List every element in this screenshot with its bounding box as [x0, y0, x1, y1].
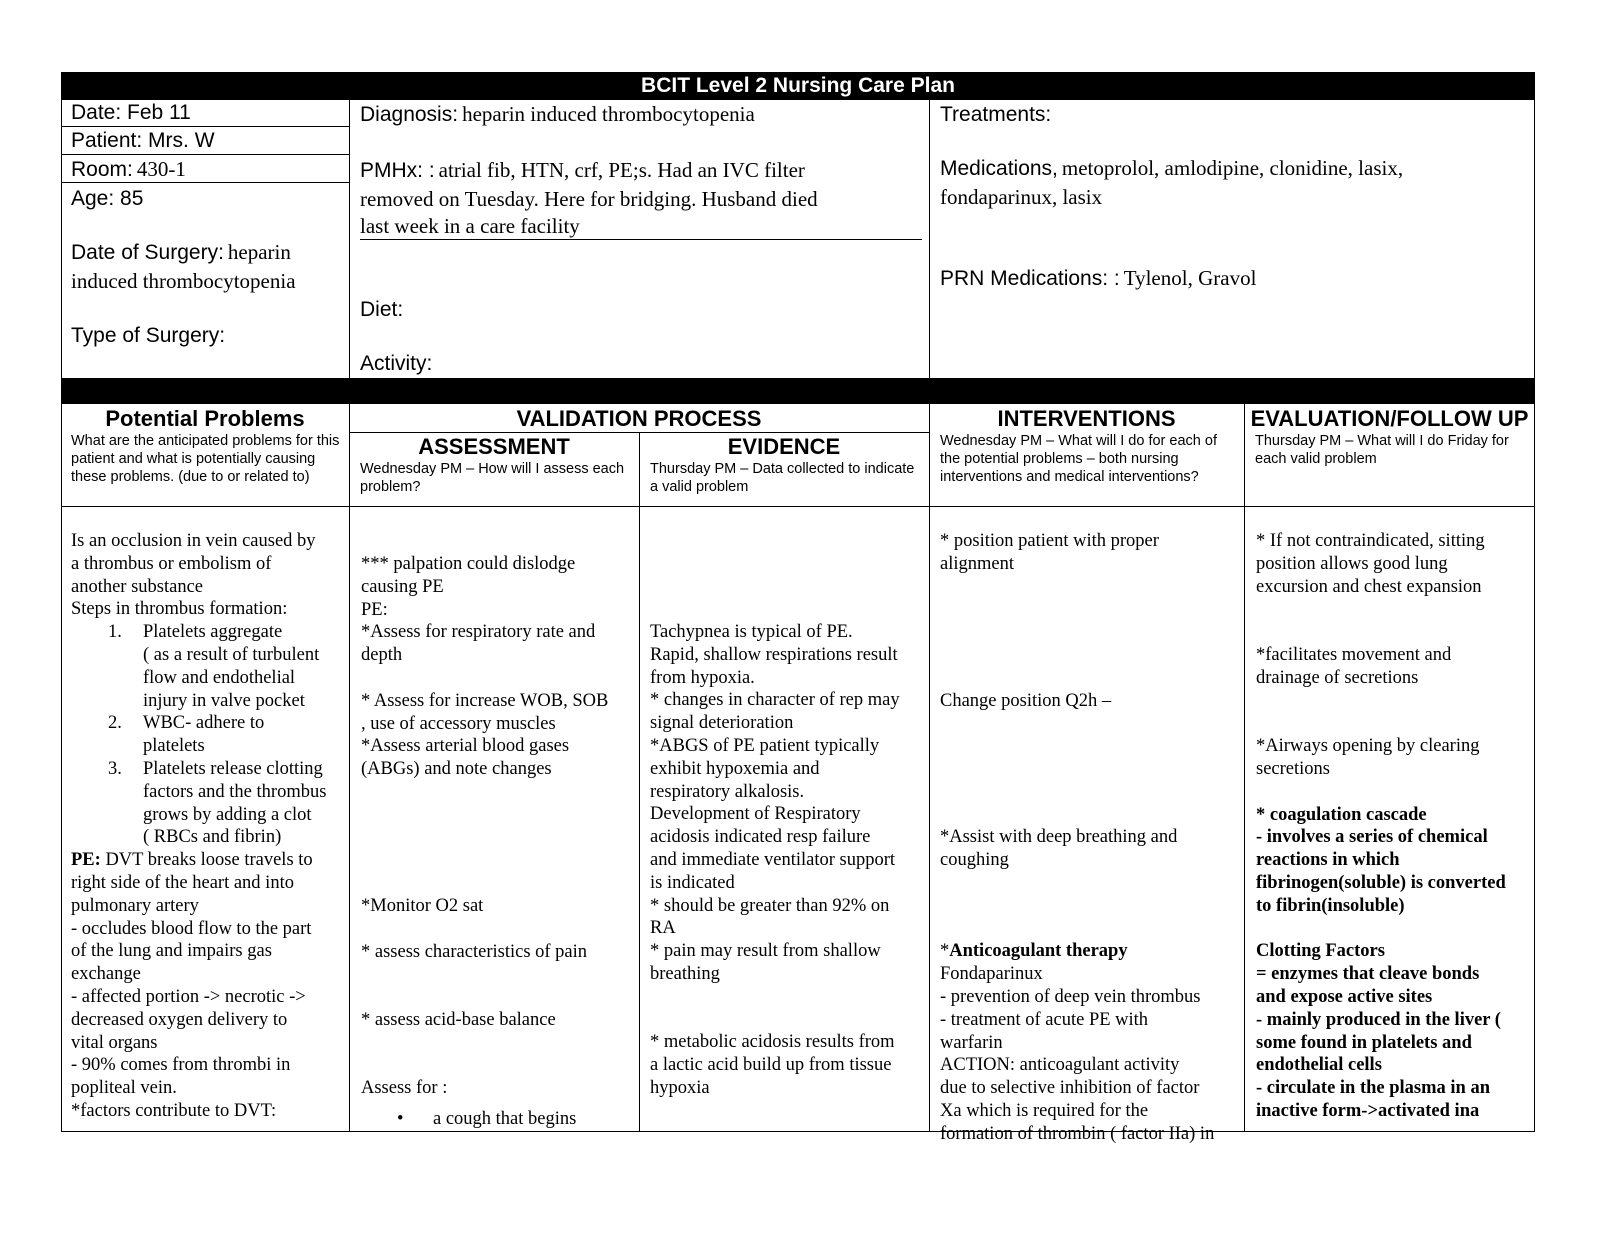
intervention-line: [940, 712, 1242, 735]
evidence-line: Tachypnea is typical of PE.: [650, 622, 853, 642]
evidence-line: * pain may result from shallow: [650, 941, 881, 962]
intervention-line: [940, 667, 1242, 690]
bullet-icon: •: [397, 1109, 404, 1130]
divider: [1244, 403, 1245, 1132]
assessment-line: *Assess arterial blood gases: [361, 736, 570, 757]
evaluation-line: position allows good lung: [1256, 553, 1448, 574]
diet-label: Diet:: [360, 298, 404, 321]
evaluation-line-bold: Clotting Factors: [1256, 941, 1385, 962]
medications-line-1: metoprolol, amlodipine, clonidine, lasix,: [1061, 156, 1404, 180]
assessment-line: causing PE: [361, 576, 444, 597]
evaluation-line: * If not contraindicated, sitting: [1256, 531, 1485, 551]
intervention-line: ACTION: anticoagulant activity: [940, 1055, 1180, 1076]
evaluation-line-bold: - circulate in the plasma in an: [1256, 1078, 1490, 1099]
step-line: platelets: [143, 736, 205, 757]
evaluation-line-bold: [1256, 918, 1533, 941]
pmhx-line-3: last week in a care facility: [360, 214, 580, 238]
assessment-line: [361, 849, 636, 872]
evaluation-line-bold: * coagulation cascade: [1256, 804, 1427, 825]
intervention-line: [940, 644, 1242, 667]
evaluation-line-bold: some found in platelets and: [1256, 1032, 1472, 1053]
evaluation-line: excursion and chest expansion: [1256, 576, 1482, 597]
patient-label: Patient: Mrs. W: [71, 129, 215, 152]
intervention-line: Change position Q2h –: [940, 690, 1112, 711]
intervention-line: warfarin: [940, 1032, 1003, 1053]
intervention-line: [940, 735, 1242, 758]
divider: [929, 403, 930, 1132]
pmhx-underline: [360, 239, 922, 240]
intervention-line: due to selective inhibition of factor: [940, 1078, 1200, 1099]
step-number: 2.: [108, 713, 122, 734]
surgery-date-label: Date of Surgery:: [71, 241, 224, 264]
prn-medications-label: PRN Medications: :: [940, 267, 1120, 290]
problem-line: decreased oxygen delivery to: [71, 1009, 288, 1030]
evidence-line: RA: [650, 918, 676, 939]
intervention-line: [940, 758, 1242, 781]
patient-cell: [61, 127, 349, 155]
bullet-text: a cough that begins: [433, 1109, 577, 1130]
evidence-column: [650, 621, 926, 1100]
assessment-header: [349, 433, 639, 496]
pmhx-label: PMHx: :: [360, 159, 435, 182]
evaluation-line: [1256, 781, 1533, 804]
room-value: 430-1: [136, 157, 186, 181]
assessment-line: * assess characteristics of pain: [361, 941, 588, 962]
evidence-line: and immediate ventilator support: [650, 849, 896, 870]
pmhx-line-2: removed on Tuesday. Here for bridging. Husband died: [360, 187, 818, 211]
thrombus-step: [71, 712, 346, 758]
problem-line: vital organs: [71, 1032, 158, 1053]
problem-line: popliteal vein.: [71, 1078, 177, 1099]
problem-line: a thrombus or embolism of: [71, 553, 272, 574]
evaluation-desc: Thursday PM – What will I do Friday for each valid problem: [1255, 433, 1509, 467]
assessment-column: [361, 553, 636, 1131]
evaluation-line-bold: - mainly produced in the liver (: [1256, 1009, 1501, 1030]
intervention-line: - prevention of deep vein thrombus: [940, 986, 1201, 1007]
evidence-line: respiratory alkalosis.: [650, 781, 805, 802]
evaluation-line: *facilitates movement and: [1256, 644, 1452, 665]
divider: [349, 99, 350, 380]
evidence-line: from hypoxia.: [650, 667, 755, 688]
intervention-line: alignment: [940, 553, 1014, 574]
evaluation-line-bold: endothelial cells: [1256, 1055, 1382, 1076]
evidence-line: [650, 1009, 926, 1032]
problem-line: Steps in thrombus formation:: [71, 599, 288, 620]
step-line: grows by adding a clot: [143, 804, 312, 825]
interventions-desc: Wednesday PM – What will I do for each of the potential problems – both nursing interventions and medical interventions?: [940, 433, 1217, 485]
evaluation-line-bold: fibrinogen(soluble) is converted: [1256, 872, 1506, 893]
age-label: Age: 85: [71, 187, 144, 210]
assessment-line: [361, 1055, 636, 1078]
evidence-line: * changes in character of rep may: [650, 690, 900, 711]
assessment-line: , use of accessory muscles: [361, 713, 556, 734]
intervention-line: *Assist with deep breathing and: [940, 827, 1178, 848]
diagnosis-value: heparin induced thrombocytopenia: [462, 102, 755, 126]
anticoagulant-label: Anticoagulant therapy: [949, 941, 1128, 962]
thrombus-step: [71, 621, 346, 712]
assessment-line: *Monitor O2 sat: [361, 895, 484, 916]
evidence-line: acidosis indicated resp failure: [650, 827, 871, 848]
evidence-line: breathing: [650, 963, 720, 984]
pe-line: [71, 849, 346, 872]
problems-column: [71, 530, 346, 1123]
assessment-line: (ABGs) and note changes: [361, 759, 552, 780]
assessment-line: [361, 781, 636, 804]
interventions-header: [929, 406, 1244, 486]
evidence-line: * metabolic acidosis results from: [650, 1032, 895, 1053]
care-plan-page: [61, 72, 1535, 1144]
evidence-line: Rapid, shallow respirations result: [650, 644, 898, 665]
treatments-label: Treatments:: [940, 103, 1052, 126]
assessment-line: Assess for :: [361, 1078, 448, 1099]
assessment-line: [361, 804, 636, 827]
evidence-title: EVIDENCE: [727, 434, 841, 459]
intervention-line: Xa which is required for the: [940, 1100, 1149, 1121]
evidence-desc: Thursday PM – Data collected to indicate a valid problem: [650, 461, 915, 495]
step-number: 1.: [108, 622, 122, 643]
interventions-column: [940, 530, 1242, 1146]
date-cell: [61, 99, 349, 127]
anticoagulant-heading: [940, 940, 1242, 963]
validation-title: VALIDATION PROCESS: [516, 406, 762, 431]
evaluation-line: [1256, 621, 1533, 644]
assessment-line: *** palpation could dislodge: [361, 554, 576, 574]
problem-line: exchange: [71, 964, 141, 985]
assessment-line: * Assess for increase WOB, SOB: [361, 690, 609, 711]
intervention-line: [940, 621, 1242, 644]
age-cell: [61, 183, 349, 349]
step-line: Platelets release clotting: [143, 758, 323, 779]
evidence-line: *ABGS of PE patient typically: [650, 735, 880, 756]
divider: [61, 506, 1535, 507]
room-cell: [61, 155, 349, 183]
surgery-type-label: Type of Surgery:: [71, 324, 226, 347]
intervention-line: [940, 781, 1242, 804]
thrombus-step: [71, 758, 346, 849]
step-line: ( RBCs and fibrin): [143, 827, 282, 848]
step-line: WBC- adhere to: [143, 713, 265, 734]
intervention-line: [940, 804, 1242, 827]
section-divider-band: [61, 378, 1535, 404]
evidence-line: signal deterioration: [650, 713, 794, 734]
diagnosis-label: Diagnosis:: [360, 103, 459, 126]
problem-line: - occludes blood flow to the part: [71, 918, 312, 939]
problem-line: - 90% comes from thrombi in: [71, 1055, 291, 1076]
evaluation-title: EVALUATION/FOLLOW UP: [1250, 406, 1529, 431]
assessment-line: [361, 872, 636, 895]
step-line: flow and endothelial: [143, 667, 296, 688]
problem-line: of the lung and impairs gas: [71, 941, 272, 962]
evidence-line: exhibit hypoxemia and: [650, 758, 820, 779]
evaluation-line-bold: to fibrin(insoluble): [1256, 895, 1405, 916]
problem-line: pulmonary artery: [71, 895, 199, 916]
surgery-date-value-cont: induced thrombocytopenia: [71, 269, 296, 293]
step-line: Platelets aggregate: [143, 622, 283, 643]
assessment-line: [361, 963, 636, 986]
intervention-line: [940, 895, 1242, 918]
prn-medications-value: Tylenol, Gravol: [1123, 266, 1257, 290]
date-label: Date: Feb 11: [71, 101, 191, 124]
assessment-line: depth: [361, 645, 403, 666]
intervention-line: coughing: [940, 850, 1009, 871]
anticoagulant-star: *: [940, 941, 950, 962]
assessment-title: ASSESSMENT: [418, 434, 570, 459]
evidence-line: is indicated: [650, 872, 735, 893]
evidence-line: * should be greater than 92% on: [650, 895, 890, 916]
evaluation-line-bold: - involves a series of chemical: [1256, 827, 1488, 848]
assessment-desc: Wednesday PM – How will I assess each problem?: [360, 461, 625, 495]
assessment-line: [361, 1032, 636, 1055]
assessment-line: * assess acid-base balance: [361, 1009, 556, 1030]
intervention-line: [940, 872, 1242, 895]
problems-title: Potential Problems: [105, 406, 305, 431]
evaluation-line-bold: inactive form->activated ina: [1256, 1100, 1480, 1121]
care-plan-title: BCIT Level 2 Nursing Care Plan: [61, 72, 1535, 99]
step-number: 3.: [108, 758, 122, 779]
divider: [349, 403, 350, 1132]
evidence-header: [639, 433, 929, 496]
problems-desc: What are the anticipated problems for this patient and what is potentially causing these problems. (due to or related to): [71, 433, 340, 485]
assessment-line: PE:: [361, 599, 388, 620]
interventions-title: INTERVENTIONS: [997, 406, 1176, 431]
evidence-line: hypoxia: [650, 1077, 710, 1098]
step-line: factors and the thrombus: [143, 781, 327, 802]
problem-line: - affected portion -> necrotic ->: [71, 986, 306, 1007]
evidence-line: [650, 986, 926, 1009]
problems-header: [61, 406, 349, 486]
assessment-line: [361, 986, 636, 1009]
pe-label: PE:: [71, 850, 101, 871]
evidence-line: Development of Respiratory: [650, 804, 861, 825]
pmhx-line-1: atrial fib, HTN, crf, PE;s. Had an IVC filter: [438, 158, 805, 182]
evaluation-line: [1256, 712, 1533, 735]
evidence-line: a lactic acid build up from tissue: [650, 1055, 892, 1076]
treatments-cell: [940, 101, 1530, 294]
medications-label: Medications,: [940, 157, 1058, 180]
step-line: ( as a result of turbulent: [143, 644, 320, 665]
evaluation-line: [1256, 598, 1533, 621]
assessment-line: [361, 918, 636, 941]
medications-line-2: fondaparinux, lasix: [940, 185, 1103, 209]
intervention-line: * position patient with proper: [940, 531, 1159, 551]
intervention-line: formation of thrombin ( factor IIa) in: [940, 1123, 1215, 1144]
evaluation-line: [1256, 690, 1533, 713]
problem-line: Is an occlusion in vein caused by: [71, 531, 316, 551]
assessment-line: [361, 667, 636, 690]
assessment-line: *Assess for respiratory rate and: [361, 622, 596, 643]
activity-label: Activity:: [360, 352, 433, 375]
evaluation-line-bold: reactions in which: [1256, 850, 1400, 871]
divider: [639, 432, 640, 1132]
evaluation-line: secretions: [1256, 758, 1330, 779]
room-label: Room:: [71, 158, 133, 181]
evaluation-line-bold: and expose active sites: [1256, 986, 1433, 1007]
divider: [929, 99, 930, 380]
intervention-line: - treatment of acute PE with: [940, 1009, 1149, 1030]
intervention-line: [940, 576, 1242, 599]
evaluation-header: [1244, 406, 1535, 468]
intervention-line: [940, 918, 1242, 941]
assessment-line: [361, 827, 636, 850]
evaluation-line: *Airways opening by clearing: [1256, 736, 1480, 757]
diagnosis-cell: [360, 101, 920, 240]
thrombus-steps-list: [71, 621, 346, 849]
assessment-bullet: [361, 1108, 636, 1131]
problem-line: *factors contribute to DVT:: [71, 1100, 277, 1121]
intervention-line: [940, 598, 1242, 621]
pe-text: DVT breaks loose travels to: [100, 850, 313, 871]
patient-info: [61, 99, 349, 349]
intervention-line: Fondaparinux: [940, 964, 1043, 985]
surgery-date-value: heparin: [227, 240, 291, 264]
problem-line: another substance: [71, 576, 204, 597]
evaluation-line: drainage of secretions: [1256, 667, 1419, 688]
problem-line: right side of the heart and into: [71, 872, 294, 893]
step-line: injury in valve pocket: [143, 690, 305, 711]
evaluation-column: [1256, 530, 1533, 1123]
evaluation-line-bold: = enzymes that cleave bonds: [1256, 964, 1480, 985]
